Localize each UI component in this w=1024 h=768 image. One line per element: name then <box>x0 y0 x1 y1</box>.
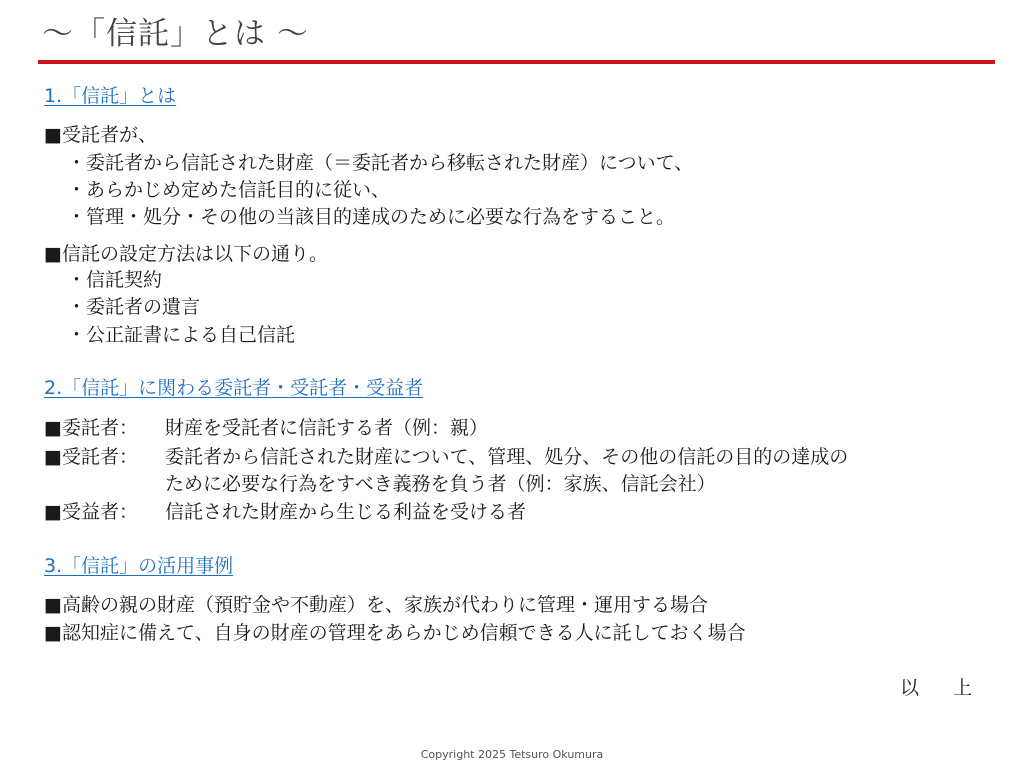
definition-term: ■受託者： <box>44 446 138 468</box>
definition-term: ■受益者： <box>44 501 138 523</box>
list-item: ■高齢の親の財産（預貯金や不動産）を、家族が代わりに管理・運用する場合 <box>44 594 708 616</box>
block-lead-methods: ■信託の設定方法は以下の通り。 <box>44 243 328 265</box>
definition-beneficiary <box>44 499 526 525</box>
section-heading-1[interactable]: 1.「信託」とは <box>44 85 177 107</box>
section-heading-3[interactable]: 3.「信託」の活用事例 <box>44 555 234 577</box>
list-item: ・委託者から信託された財産（＝委託者から移転された財産）について、 <box>67 152 694 174</box>
definition-trustee <box>44 444 848 470</box>
list-item: ・あらかじめ定めた信託目的に従い、 <box>67 179 391 201</box>
title-divider <box>38 60 995 64</box>
closing-mark: 以 上 <box>899 677 986 699</box>
list-item: ・委託者の遺言 <box>67 296 201 318</box>
definition-term: ■委託者： <box>44 417 138 439</box>
list-item: ・管理・処分・その他の当該目的達成のために必要な行為をすること。 <box>67 206 676 228</box>
section-heading-2[interactable]: 2.「信託」に関わる委託者・受託者・受益者 <box>44 377 424 399</box>
definition-text-continued: ために必要な行為をすべき義務を負う者（例：家族、信託会社） <box>165 473 716 495</box>
definition-text: 財産を受託者に信託する者（例：親） <box>165 417 489 439</box>
list-item: ・信託契約 <box>67 269 163 291</box>
definition-text: 委託者から信託された財産について、管理、処分、その他の信託の目的の達成の <box>165 446 849 468</box>
definition-settlor <box>44 415 488 441</box>
list-item: ■認知症に備えて、自身の財産の管理をあらかじめ信頼できる人に託しておく場合 <box>44 622 746 644</box>
list-item: ・公正証書による自己信託 <box>67 324 296 346</box>
copyright-footer: Copyright 2025 Tetsuro Okumura <box>420 748 604 761</box>
block-lead-trustee: ■受託者が、 <box>44 124 157 146</box>
slide-title: ～「信託」とは ～ <box>42 16 309 52</box>
definition-text: 信託された財産から生じる利益を受ける者 <box>165 501 527 523</box>
